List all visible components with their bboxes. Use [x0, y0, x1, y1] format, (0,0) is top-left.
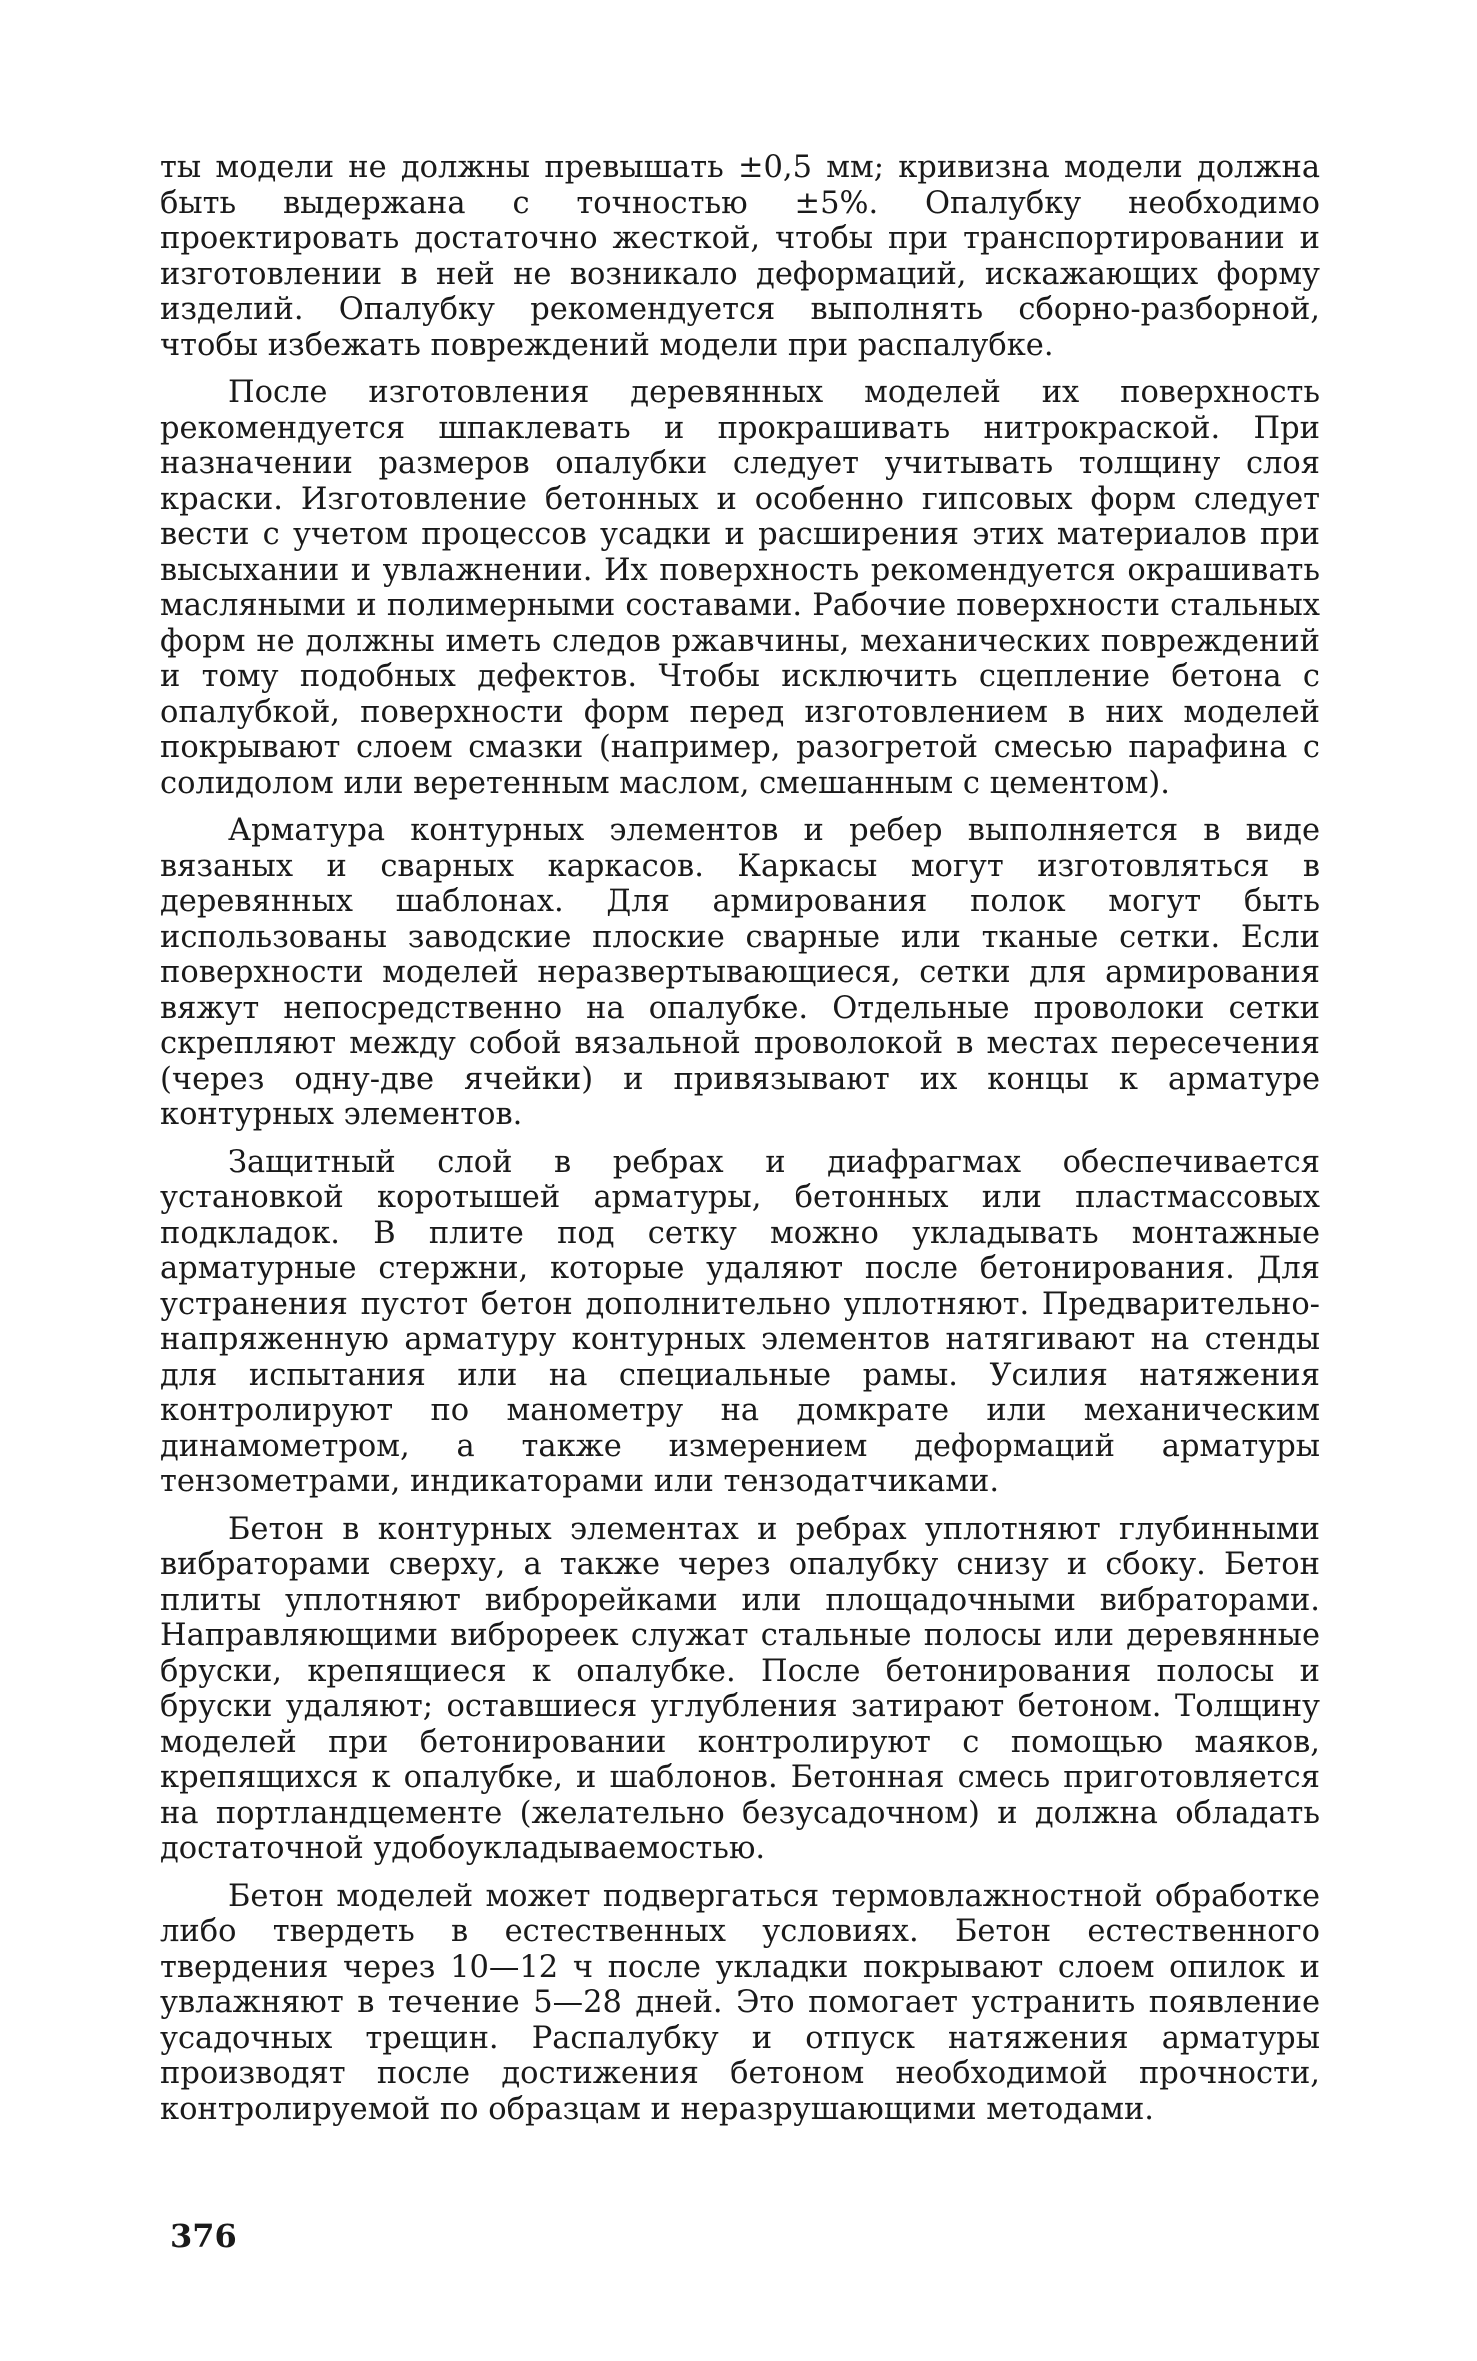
paragraph-3: Арматура контурных элементов и ребер выполняется в виде вязаных и сварных каркасов. Каркасы могут изготовляться в деревянных шаблонах. Для армирования полок могут быть использованы заводские плоские сварные или тканые сетки. Если поверхности моделей неразвертывающиеся, сетки для армирования вяжут непосредственно на опалубке. Отдельные проволоки сетки скрепляют между собой вязальной проволокой в местах пересечения (через одну-две ячейки) и привязывают их концы к арматуре контурных элементов. [160, 813, 1320, 1132]
page-number: 376 [170, 2217, 237, 2255]
paragraph-6: Бетон моделей может подвергаться термовлажностной обработке либо твердеть в естественных условиях. Бетон естественного твердения через 10—12 ч после укладки покрывают слоем опилок и увлажняют в течение 5—28 дней. Это помогает устранить появление усадочных трещин. Распалубку и отпуск натяжения арматуры производят после достижения бетоном необходимой прочности, контролируемой по образцам и неразрушающими методами. [160, 1878, 1320, 2127]
paragraph-5: Бетон в контурных элементах и ребрах уплотняют глубинными вибраторами сверху, а также через опалубку снизу и сбоку. Бетон плиты уплотняют виброрейками или площадочными вибраторами. Направляющими виброреек служат стальные полосы или деревянные бруски, крепящиеся к опалубке. После бетонирования полосы и бруски удаляют; оставшиеся углубления затирают бетоном. Толщину моделей при бетонировании контролируют с помощью маяков, крепящихся к опалубке, и шаблонов. Бетонная смесь приготовляется на портландцементе (желательно безусадочном) и должна обладать достаточной удобоукладываемостью. [160, 1511, 1320, 1866]
paragraph-1: ты модели не должны превышать ±0,5 мм; кривизна модели должна быть выдержана с точностью ±5%. Опалубку необходимо проектировать достаточно жесткой, чтобы при транспортировании и изготовлении в ней не возникало деформаций, искажающих форму изделий. Опалубку рекомендуется выполнять сборно-разборной, чтобы избежать повреждений модели при распалубке. [160, 150, 1320, 363]
paragraph-4: Защитный слой в ребрах и диафрагмах обеспечивается установкой коротышей арматуры, бетонных или пластмассовых подкладок. В плите под сетку можно укладывать монтажные арматурные стержни, которые удаляют после бетонирования. Для устранения пустот бетон дополнительно уплотняют. Предварительно-напряженную арматуру контурных элементов натягивают на стенды для испытания или на специальные рамы. Усилия натяжения контролируют по манометру на домкрате или механическим динамометром, а также измерением деформаций арматуры тензометрами, индикаторами или тензодатчиками. [160, 1144, 1320, 1499]
page-body [160, 150, 1320, 2139]
paragraph-2: После изготовления деревянных моделей их поверхность рекомендуется шпаклевать и прокрашивать нитрокраской. При назначении размеров опалубки следует учитывать толщину слоя краски. Изготовление бетонных и особенно гипсовых форм следует вести с учетом процессов усадки и расширения этих материалов при высыхании и увлажнении. Их поверхность рекомендуется окрашивать масляными и полимерными составами. Рабочие поверхности стальных форм не должны иметь следов ржавчины, механических повреждений и тому подобных дефектов. Чтобы исключить сцепление бетона с опалубкой, поверхности форм перед изготовлением в них моделей покрывают слоем смазки (например, разогретой смесью парафина с солидолом или веретенным маслом, смешанным с цементом). [160, 375, 1320, 801]
